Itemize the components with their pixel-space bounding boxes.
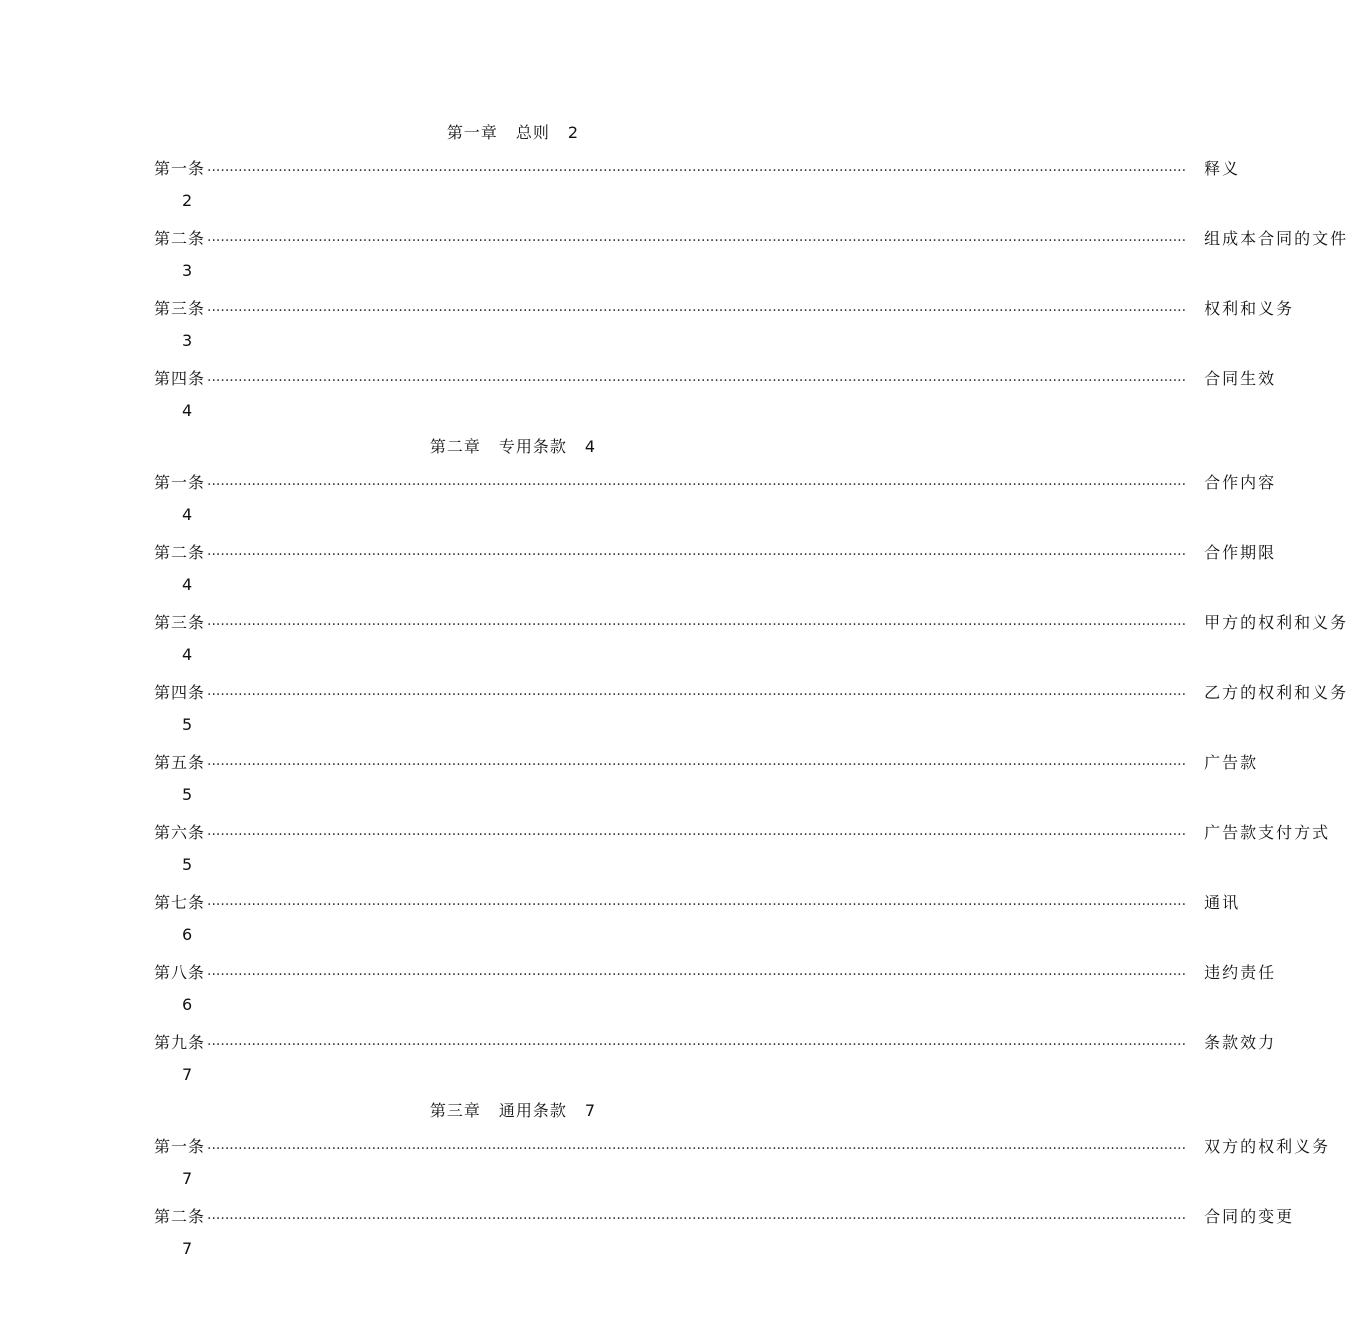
dot-leader: ............................................................................................................................................................................................................................	[207, 1033, 1187, 1049]
entry-title: 广告款支付方式	[1204, 822, 1331, 842]
toc-entry[interactable]	[154, 534, 1277, 604]
chapter-page-number: 7	[584, 1101, 597, 1120]
dot-leader: ............................................................................................................................................................................................................................	[207, 753, 1187, 769]
entry-page-number: 3	[182, 261, 193, 280]
toc-entry-line	[154, 290, 1295, 324]
toc-entry[interactable]	[154, 604, 1348, 674]
toc-entry[interactable]	[154, 884, 1241, 954]
chapter-label: 第三章	[429, 1101, 481, 1120]
chapter-page-number: 4	[584, 437, 597, 456]
entry-label: 第二条	[154, 542, 206, 562]
entry-page-number: 2	[182, 191, 193, 210]
toc-entry-line	[154, 534, 1277, 568]
entry-label: 第九条	[154, 1032, 206, 1052]
entry-title: 合同的变更	[1204, 1206, 1295, 1226]
toc-entry[interactable]	[154, 1128, 1331, 1198]
entry-title: 双方的权利义务	[1204, 1136, 1331, 1156]
dot-leader: ............................................................................................................................................................................................................................	[207, 1137, 1187, 1153]
entry-label: 第八条	[154, 962, 206, 982]
entry-label: 第六条	[154, 822, 206, 842]
entry-label: 第五条	[154, 752, 206, 772]
entry-label: 第三条	[154, 612, 206, 632]
toc-entry-line	[154, 954, 1277, 988]
entry-title: 合同生效	[1204, 368, 1277, 388]
dot-leader: ............................................................................................................................................................................................................................	[207, 613, 1187, 629]
chapter-title: 专用条款	[498, 437, 567, 456]
toc-entry[interactable]	[154, 220, 1348, 290]
table-of-contents	[154, 116, 1348, 1268]
entry-title: 甲方的权利和义务	[1204, 612, 1348, 632]
entry-page-number: 4	[182, 505, 193, 524]
toc-entry[interactable]	[154, 1024, 1277, 1094]
entry-title: 通讯	[1204, 892, 1241, 912]
entry-label: 第一条	[154, 158, 206, 178]
entry-label: 第四条	[154, 368, 206, 388]
toc-entry-line	[154, 1128, 1331, 1162]
entry-title: 组成本合同的文件	[1204, 228, 1348, 248]
chapter-label: 第一章	[446, 123, 498, 142]
entry-page-number: 4	[182, 401, 193, 420]
toc-entry[interactable]	[154, 744, 1259, 814]
entry-title: 乙方的权利和义务	[1204, 682, 1348, 702]
toc-chapter-heading[interactable]	[154, 1094, 902, 1128]
dot-leader: ............................................................................................................................................................................................................................	[207, 683, 1187, 699]
entry-label: 第二条	[154, 1206, 206, 1226]
chapter-title: 总则	[515, 123, 550, 142]
toc-entry-line	[154, 674, 1348, 708]
dot-leader: ............................................................................................................................................................................................................................	[207, 229, 1187, 245]
entry-title: 合作期限	[1204, 542, 1277, 562]
entry-label: 第四条	[154, 682, 206, 702]
chapter-label: 第二章	[429, 437, 481, 456]
chapter-page-number: 2	[567, 123, 580, 142]
entry-label: 第三条	[154, 298, 206, 318]
entry-label: 第一条	[154, 472, 206, 492]
toc-entry-line	[154, 1024, 1277, 1058]
dot-leader: ............................................................................................................................................................................................................................	[207, 1207, 1187, 1223]
entry-label: 第二条	[154, 228, 206, 248]
toc-entry[interactable]	[154, 954, 1277, 1024]
toc-entry-line	[154, 814, 1331, 848]
toc-entry-line	[154, 604, 1348, 638]
toc-entry[interactable]	[154, 360, 1277, 430]
toc-entry-line	[154, 360, 1277, 394]
toc-entry[interactable]	[154, 674, 1348, 744]
entry-title: 广告款	[1204, 752, 1259, 772]
toc-entry[interactable]	[154, 814, 1331, 884]
dot-leader: ............................................................................................................................................................................................................................	[207, 473, 1187, 489]
chapter-title: 通用条款	[498, 1101, 567, 1120]
entry-title: 释义	[1204, 158, 1241, 178]
entry-title: 条款效力	[1204, 1032, 1277, 1052]
toc-chapter-heading[interactable]	[154, 430, 902, 464]
dot-leader: ............................................................................................................................................................................................................................	[207, 159, 1187, 175]
dot-leader: ............................................................................................................................................................................................................................	[207, 823, 1187, 839]
dot-leader: ............................................................................................................................................................................................................................	[207, 299, 1187, 315]
entry-page-number: 4	[182, 645, 193, 664]
entry-page-number: 6	[182, 995, 193, 1014]
toc-entry-line	[154, 220, 1348, 254]
entry-title: 合作内容	[1204, 472, 1277, 492]
entry-page-number: 5	[182, 855, 193, 874]
entry-page-number: 5	[182, 715, 193, 734]
toc-entry-line	[154, 744, 1259, 778]
toc-entry[interactable]	[154, 290, 1295, 360]
toc-entry-line	[154, 464, 1277, 498]
entry-page-number: 7	[182, 1065, 193, 1084]
toc-chapter-heading[interactable]	[154, 116, 902, 150]
entry-label: 第一条	[154, 1136, 206, 1156]
entry-title: 权利和义务	[1204, 298, 1295, 318]
entry-page-number: 4	[182, 575, 193, 594]
entry-page-number: 3	[182, 331, 193, 350]
toc-entry[interactable]	[154, 1198, 1295, 1268]
entry-title: 违约责任	[1204, 962, 1277, 982]
entry-page-number: 7	[182, 1169, 193, 1188]
toc-entry[interactable]	[154, 150, 1241, 220]
dot-leader: ............................................................................................................................................................................................................................	[207, 543, 1187, 559]
dot-leader: ............................................................................................................................................................................................................................	[207, 893, 1187, 909]
entry-label: 第七条	[154, 892, 206, 912]
toc-entry-line	[154, 150, 1241, 184]
entry-page-number: 7	[182, 1239, 193, 1258]
dot-leader: ............................................................................................................................................................................................................................	[207, 963, 1187, 979]
toc-entry-line	[154, 884, 1241, 918]
toc-entry-line	[154, 1198, 1295, 1232]
entry-page-number: 5	[182, 785, 193, 804]
toc-entry[interactable]	[154, 464, 1277, 534]
entry-page-number: 6	[182, 925, 193, 944]
dot-leader: ............................................................................................................................................................................................................................	[207, 369, 1187, 385]
